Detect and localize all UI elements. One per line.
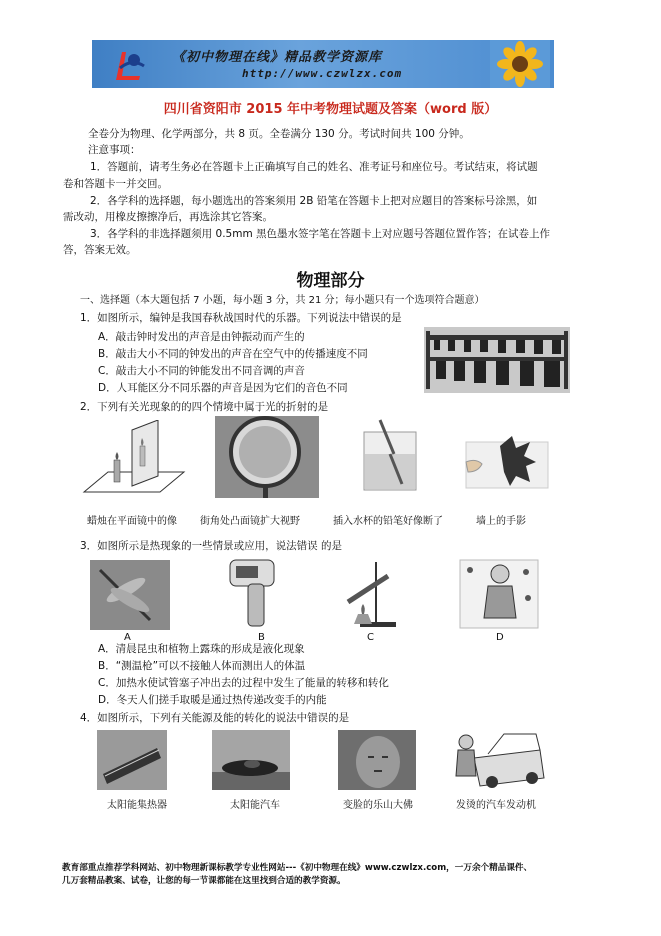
- notice-line: 3．各学科的非选择题须用 0.5mm 黑色墨水签字笔在答题卡上对应题号答题位置作答；在试卷上作: [90, 228, 551, 240]
- exam-info: 全卷分为物理、化学两部分，共 8 页。全卷满分 130 分。考试时间共 100 分钟。: [88, 128, 470, 140]
- notice-heading: 注意事项：: [88, 144, 141, 156]
- notice-line: 卷和答题卡一并交回。: [63, 178, 168, 190]
- q2-caption-b: 街角处凸面镜扩大视野: [200, 516, 300, 527]
- notice-line: 2．各学科的选择题，每小题选出的答案须用 2B 铅笔在答题卡上把对应题目的答案标号涂黑，如: [90, 195, 538, 207]
- notice-line: 1．答题前，请考生务必在答题卡上正确填写自己的姓名、准考证号和座位号。考试结束，将试题: [90, 161, 538, 173]
- banner-url[interactable]: http://www.czwlzx.com: [242, 67, 403, 80]
- q3-option-c: C．加热水使试管塞子冲出去的过程中发生了能量的转移和转化: [98, 677, 389, 689]
- question-3-stem: 3．如图所示是热现象的一些情景或应用，说法错误 的是: [80, 540, 343, 552]
- q1-option-a: A．敲击钟时发出的声音是由钟振动而产生的: [98, 331, 305, 343]
- q1-option-c: C．敲击大小不同的钟能发出不同音调的声音: [98, 365, 305, 377]
- pencil-in-water-photo: [350, 418, 434, 496]
- hand-shadow-figure: [460, 432, 550, 490]
- test-tube-heating-figure: [340, 558, 404, 630]
- candle-mirror-figure: [80, 420, 188, 502]
- banner-title: 《初中物理在线》精品教学资源库: [172, 50, 383, 65]
- q4-caption-c: 变脸的乐山大佛: [343, 800, 413, 811]
- q2-caption-c: 插入水杯的铅笔好像断了: [333, 516, 443, 527]
- notice-line: 需改动，用橡皮擦擦净后，再选涂其它答案。: [63, 211, 273, 223]
- section-title: 物理部分: [296, 271, 365, 291]
- q2-caption-d: 墙上的手影: [476, 516, 526, 527]
- q2-caption-a: 蜡烛在平面镜中的像: [87, 516, 177, 527]
- dew-insect-photo: [90, 560, 170, 630]
- hot-engine-figure: [444, 728, 548, 790]
- question-1-stem: 1．如图所示，编钟是我国春秋战国时代的乐器。下列说法中错误的是: [80, 312, 402, 324]
- q3-label-a: A: [124, 632, 131, 643]
- q3-option-a: A．清晨昆虫和植物上露珠的形成是液化现象: [98, 643, 305, 655]
- header-banner: [92, 40, 554, 88]
- convex-mirror-photo: [215, 416, 319, 498]
- sunflower-icon: [490, 40, 550, 88]
- footer-line-2: 几万套精品教案、试卷，让您的每一节课都能在这里找到合适的教学资源。: [62, 876, 346, 886]
- part-heading: 一、选择题（本大题包括 7 小题，每小题 3 分，共 21 分；每小题只有一个选项符合题意）: [80, 295, 485, 306]
- q1-option-b: B．敲击大小不同的钟发出的声音在空气中的传播速度不同: [98, 348, 368, 360]
- q3-label-c: C: [367, 632, 374, 643]
- bianzhong-photo: [424, 327, 570, 393]
- document-title: 四川省资阳市 2015 年中考物理试题及答案（word 版）: [163, 102, 498, 117]
- q3-option-d: D．冬天人们搓手取暖是通过热传递改变手的内能: [98, 694, 327, 706]
- q4-caption-b: 太阳能汽车: [230, 800, 280, 811]
- question-2-stem: 2．下列有关光现象的的四个情境中属于光的折射的是: [80, 401, 329, 413]
- site-logo-icon: [110, 46, 146, 84]
- solar-car-photo: [212, 730, 290, 790]
- q4-caption-a: 太阳能集热器: [107, 800, 167, 811]
- thermometer-gun-figure: [226, 556, 278, 630]
- footer-line-1: 教育部重点推荐学科网站、初中物理新课标教学专业性网站---《初中物理在线》www.czwlzx.com，一万余个精品课件、: [62, 863, 533, 873]
- q4-caption-d: 发烫的汽车发动机: [456, 800, 536, 811]
- q3-label-d: D: [496, 632, 504, 643]
- page-footer: [62, 862, 532, 888]
- notice-line: 答，答案无效。: [63, 244, 137, 256]
- leshan-buddha-photo: [338, 730, 416, 790]
- question-4-stem: 4．如图所示，下列有关能源及能的转化的说法中错误的是: [80, 712, 350, 724]
- solar-collector-photo: [97, 730, 167, 790]
- rubbing-hands-figure: [458, 558, 540, 630]
- q3-option-b: B．“测温枪”可以不接触人体而测出人的体温: [98, 660, 306, 672]
- q3-label-b: B: [258, 632, 265, 643]
- q1-option-d: D．人耳能区分不同乐器的声音是因为它们的音色不同: [98, 382, 348, 394]
